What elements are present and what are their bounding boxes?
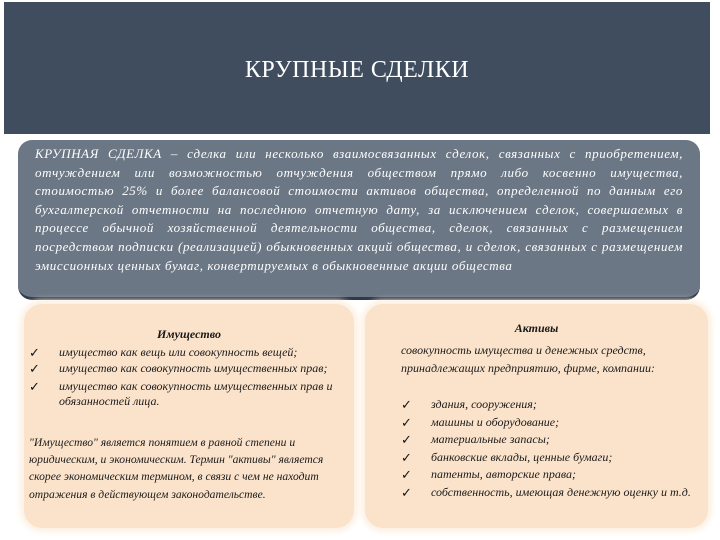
checkmark-icon: ✓ — [29, 345, 40, 360]
checkmark-icon: ✓ — [401, 467, 412, 483]
list-item-text: материальные запасы; — [431, 432, 550, 447]
slide-title: КРУПНЫЕ СДЕЛКИ — [244, 57, 470, 83]
list-item-text: имущество как совокупность имущественных прав и обязанностей лица. — [59, 378, 333, 409]
checkmark-icon: ✓ — [29, 378, 40, 394]
list-item-text: банковские вклады, ценные бумаги; — [431, 449, 613, 464]
assets-panel — [365, 304, 708, 528]
list-item — [401, 431, 701, 449]
list-item — [401, 396, 701, 414]
definition-box — [18, 140, 700, 300]
definition-text: – сделка или несколько взаимосвязанных сделок, связанных с приобретением, отчуждением или возможностью отчуждения обществом прямо либо косвенно имущества, стоимостью 25% и более балансовой стоимости активов общества, определенной по данным его бухгалтерской отчетности на последнюю отчетную дату, за исключением сделок, совершаемых в процессе обычной хозяйственной деятельности общества, сделок, связанных с размещением посредством подписки (реализацией) обыкновенных акций общества, и сделок, связанных с размещением эмиссионных ценных бумаг, конвертируемых в обыкновенные акции общества — [35, 146, 683, 273]
title-bar — [4, 2, 710, 134]
definition-term: КРУПНАЯ СДЕЛКА — [35, 146, 162, 161]
list-item — [29, 379, 339, 411]
property-heading: Имущество — [157, 327, 221, 341]
property-note: "Имущество" является понятием в равной степени и юридическим, и экономическим. Термин "активы" является скорее экономическим термином, в связи с чем не находит отражения в действующем законодательстве. — [29, 436, 324, 501]
list-item-text: имущество как вещь или совокупность вещей; — [59, 345, 298, 359]
property-list — [29, 345, 339, 410]
list-item-text: имущество как совокупность имущественных прав; — [59, 360, 328, 375]
property-panel — [24, 304, 354, 528]
checkmark-icon: ✓ — [401, 484, 412, 500]
checkmark-icon: ✓ — [401, 397, 412, 412]
list-item-text: машины и оборудование; — [431, 414, 560, 429]
checkmark-icon: ✓ — [29, 360, 40, 376]
list-item — [401, 449, 701, 467]
checkmark-icon: ✓ — [401, 432, 412, 448]
checkmark-icon: ✓ — [401, 449, 412, 465]
assets-heading: Активы — [514, 321, 559, 335]
list-item — [401, 414, 701, 432]
list-item — [401, 466, 701, 484]
list-item-text: здания, сооружения; — [431, 397, 537, 411]
assets-list — [401, 396, 701, 502]
list-item-text: патенты, авторские права; — [431, 467, 577, 482]
checkmark-icon: ✓ — [401, 414, 412, 430]
assets-intro: совокупность имущества и денежных средств, принадлежащих предприятию, фирме, компании: — [401, 343, 655, 375]
list-item — [401, 484, 701, 502]
list-item — [29, 345, 339, 361]
list-item-text: собственность, имеющая денежную оценку и т.д. — [431, 484, 691, 499]
list-item — [29, 361, 339, 377]
